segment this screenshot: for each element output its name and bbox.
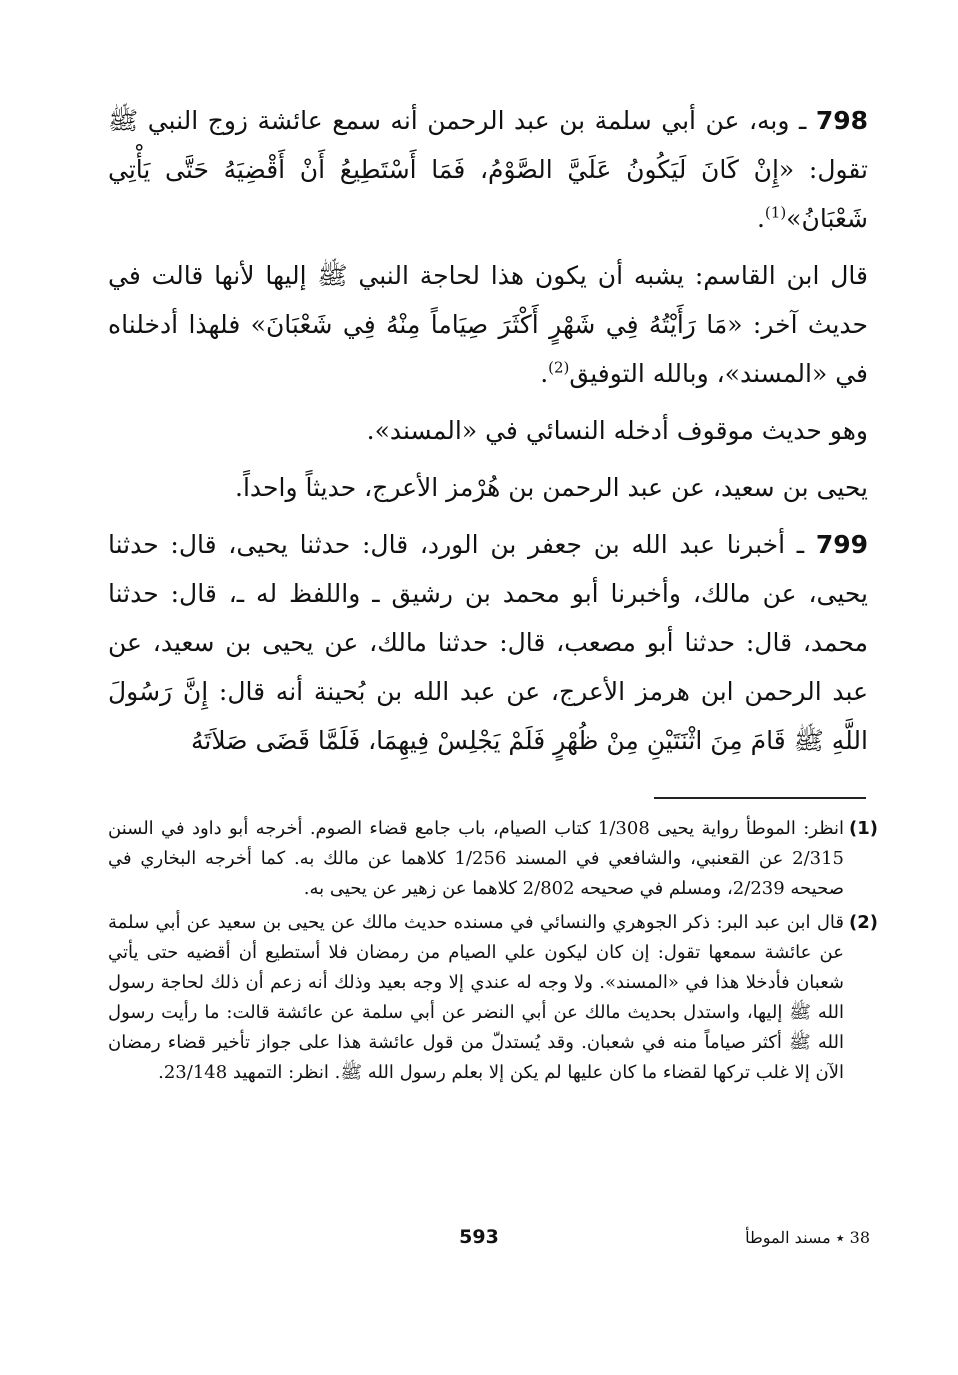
footnote-ref: (1) — [764, 203, 787, 222]
hadith-number: 798 — [815, 106, 868, 135]
commentary-ibn-qasim — [108, 251, 868, 398]
footnote-ref: (2) — [548, 358, 570, 377]
footnote-text: قال ابن عبد البر: ذكر الجوهري والنسائي في مسنده حديث مالك عن يحيى بن سعيد عن أبي سلمة عن عائشة سمعها تقول: إن كان ليكون علي الصيام من رمضان فلا أستطيع أن أقضيه حتى يأتي شعبان فأدخلا هذا في «المسند». ولا وجه له عندي إلا وجه بعيد وذلك أنه زعم أن ذلك لحاجة رسول الله ﷺ إليها، واستدل بحديث مالك عن أبي النضر عن أبي سلمة عن عائشة قالت: ما رأيت رسول الله ﷺ أكثر صياماً منه في شعبان. وقد يُستدلّ من قول عائشة هذا على جواز تأخير قضاء رمضان الآن إلا غلب تركها لقضاء ما كان عليها لم يكن إلا بعلم رسول الله ﷺ. انظر: التمهيد 23/148. — [108, 912, 844, 1083]
hadith-number: 799 — [815, 530, 868, 559]
page-number: 593 — [459, 1226, 499, 1248]
footnote — [108, 908, 878, 1088]
footnote — [108, 814, 878, 904]
paragraph-end: . — [756, 204, 765, 233]
hadith-798 — [108, 96, 868, 243]
chain-heading: يحيى بن سعيد، عن عبد الرحمن بن هُرْمز الأعرج، حديثاً واحداً. — [235, 473, 868, 502]
footnote-divider — [654, 797, 866, 799]
footnotes — [108, 814, 878, 1092]
footnote-number: (1) — [849, 818, 878, 839]
footnote-number: (2) — [849, 912, 878, 933]
main-text — [108, 96, 868, 773]
paragraph-text: قال ابن القاسم: يشبه أن يكون هذا لحاجة النبي ﷺ إليها لأنها قالت في حديث آخر: «مَا رَأَيْتُهُ فِي شَهْرٍ أَكْثَرَ صِيَاماً مِنْهُ فِي شَعْبَانَ» فلهذا أدخلناه في «المسند»، وبالله التوفيق — [108, 261, 868, 388]
footnote-text: انظر: الموطأ رواية يحيى 1/308 كتاب الصيام، باب جامع قضاء الصوم. أخرجه أبو داود في السنن 2/315 عن القعنبي، والشافعي في المسند 1/256 كلاهما عن مالك به. كما أخرجه البخاري في صحيحه 2/239، ومسلم في صحيحه 2/802 كلاهما عن زهير عن يحيى به. — [108, 818, 845, 899]
printer-signature: 38 ٭ مسند الموطأ — [745, 1228, 870, 1247]
paragraph-text: ـ وبه، عن أبي سلمة بن عبد الرحمن أنه سمع عائشة زوج النبي ﷺ تقول: «إِنْ كَانَ لَيَكُونُ عَلَيَّ الصَّوْمُ، فَمَا أَسْتَطِيعُ أَنْ أَقْضِيَهُ حَتَّى يَأْتِي شَعْبَانُ» — [108, 106, 868, 233]
paragraph-end: . — [540, 359, 549, 388]
paragraph-text: ـ أخبرنا عبد الله بن جعفر بن الورد، قال: حدثنا يحيى، قال: حدثنا يحيى، عن مالك، وأخبرنا أبو محمد بن رشيق ـ واللفظ له ـ، قال: حدثنا محمد، قال: حدثنا أبو مصعب، قال: حدثنا مالك، عن يحيى بن سعيد، عن عبد الرحمن ابن هرمز الأعرج، عن عبد الله بن بُحينة أنه قال: إِنَّ رَسُولَ اللَّهِ ﷺ قَامَ مِنَ اثْنَتَيْنِ مِنْ ظُهْرٍ فَلَمْ يَجْلِسْ فِيهِمَا، فَلَمَّا قَضَى صَلاَتَهُ — [108, 530, 868, 755]
hadith-799 — [108, 520, 868, 765]
note-mawquf: وهو حديث موقوف أدخله النسائي في «المسند». — [366, 416, 868, 445]
